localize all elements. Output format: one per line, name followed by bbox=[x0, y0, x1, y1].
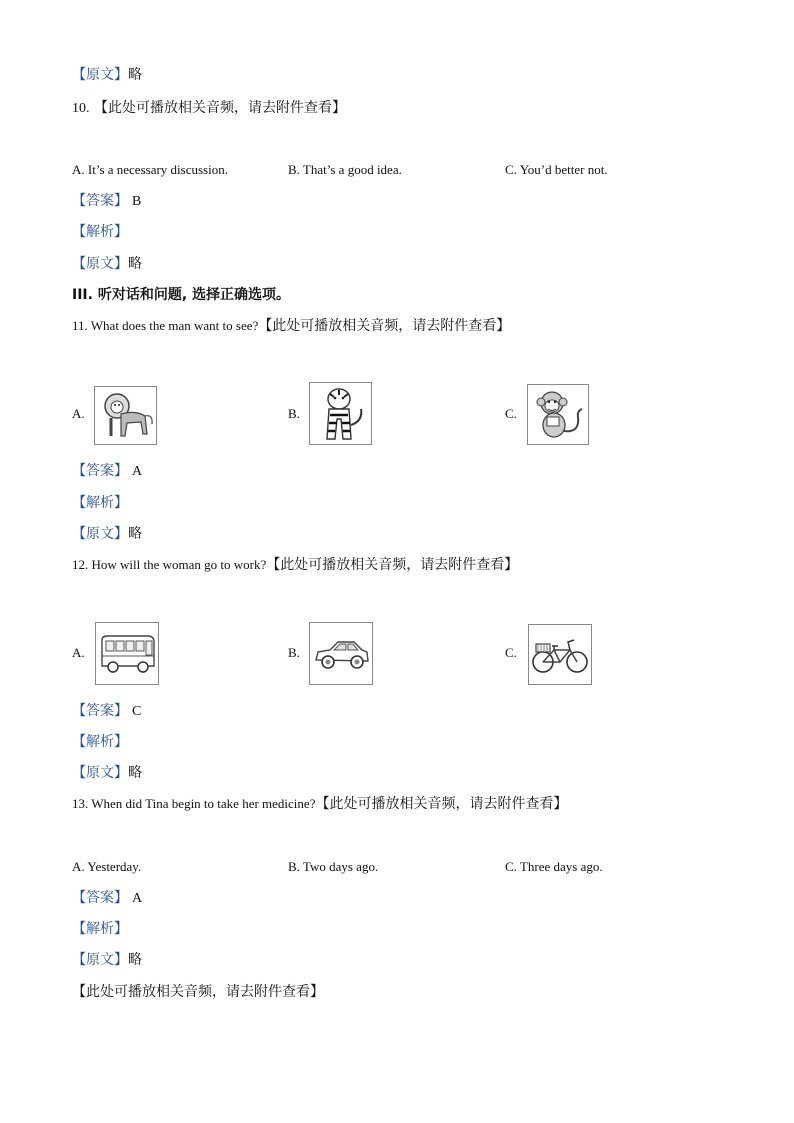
omitted-text: 略 bbox=[128, 67, 142, 83]
q10-analysis-line bbox=[72, 223, 128, 241]
analysis-tag: 【解析】 bbox=[72, 495, 128, 511]
q12-option-b-letter: B. bbox=[288, 645, 300, 660]
q11-analysis-line bbox=[72, 494, 128, 512]
answer-tag: 【答案】 bbox=[72, 890, 128, 906]
answer-tag: 【答案】 bbox=[72, 703, 128, 719]
q12-option-c-letter: C. bbox=[505, 645, 517, 660]
q12-analysis-line bbox=[72, 733, 128, 751]
q13-option-b: B. Two days ago. bbox=[288, 859, 379, 874]
answer-tag: 【答案】 bbox=[72, 193, 128, 209]
q13-original-line bbox=[72, 951, 142, 969]
answer-tag: 【答案】 bbox=[72, 463, 128, 479]
q10-original-line bbox=[72, 255, 142, 273]
section-title: III. 听对话和问题, 选择正确选项。 bbox=[72, 287, 291, 303]
original-tag: 【原文】 bbox=[72, 256, 128, 272]
q13-analysis-line bbox=[72, 920, 128, 938]
answer-value: A bbox=[132, 464, 143, 479]
analysis-tag: 【解析】 bbox=[72, 921, 128, 937]
q11-option-b-letter: B. bbox=[288, 406, 300, 421]
audio-note: 【此处可播放相关音频，请去附件查看】 bbox=[93, 100, 346, 116]
original-tag: 【原文】 bbox=[72, 765, 128, 781]
answer-value: B bbox=[132, 194, 142, 209]
answer-value: C bbox=[132, 704, 142, 719]
q13-option-c: C. Three days ago. bbox=[505, 859, 603, 874]
audio-note: 【此处可播放相关音频，请去附件查看】 bbox=[258, 318, 511, 334]
omitted-text: 略 bbox=[128, 765, 142, 781]
q10-option-a: A. It’s a necessary discussion. bbox=[72, 162, 228, 177]
audio-note: 【此处可播放相关音频，请去附件查看】 bbox=[266, 557, 519, 573]
q11-option-a-letter: A. bbox=[72, 406, 85, 421]
monkey-icon bbox=[527, 384, 589, 445]
analysis-tag: 【解析】 bbox=[72, 734, 128, 750]
bus-icon bbox=[95, 622, 159, 685]
original-tag: 【原文】 bbox=[72, 952, 128, 968]
question-11 bbox=[72, 317, 510, 335]
tiger-icon bbox=[309, 382, 372, 445]
question-13 bbox=[72, 795, 567, 813]
bicycle-icon bbox=[528, 624, 592, 685]
original-tag: 【原文】 bbox=[72, 67, 128, 83]
omitted-text: 略 bbox=[128, 256, 142, 272]
q11-option-c-letter: C. bbox=[505, 406, 517, 421]
analysis-tag: 【解析】 bbox=[72, 224, 128, 240]
lion-icon bbox=[94, 386, 157, 445]
q12-option-a-letter: A. bbox=[72, 645, 85, 660]
original-text-line bbox=[72, 66, 142, 84]
q10-answer-line bbox=[72, 192, 141, 211]
omitted-text: 略 bbox=[128, 526, 142, 542]
q11-original-line bbox=[72, 525, 142, 543]
question-text: 13. When did Tina begin to take her medicine? bbox=[72, 796, 316, 811]
q10-option-b: B. That’s a good idea. bbox=[288, 162, 402, 177]
q11-answer-line bbox=[72, 462, 142, 481]
audio-note: 【此处可播放相关音频，请去附件查看】 bbox=[315, 796, 568, 812]
question-10 bbox=[72, 99, 346, 118]
answer-value: A bbox=[132, 891, 143, 906]
car-icon bbox=[309, 622, 373, 685]
question-number: 10. bbox=[72, 101, 90, 116]
q13-answer-line bbox=[72, 889, 142, 908]
omitted-text: 略 bbox=[128, 952, 142, 968]
q12-answer-line bbox=[72, 702, 141, 721]
question-12 bbox=[72, 556, 518, 574]
question-text: 11. What does the man want to see? bbox=[72, 318, 259, 333]
q10-option-c: C. You’d better not. bbox=[505, 162, 608, 177]
q12-original-line bbox=[72, 764, 142, 782]
question-text: 12. How will the woman go to work? bbox=[72, 557, 267, 572]
original-tag: 【原文】 bbox=[72, 526, 128, 542]
final-audio-note: 【此处可播放相关音频，请去附件查看】 bbox=[72, 984, 324, 1000]
q13-option-a: A. Yesterday. bbox=[72, 859, 142, 874]
